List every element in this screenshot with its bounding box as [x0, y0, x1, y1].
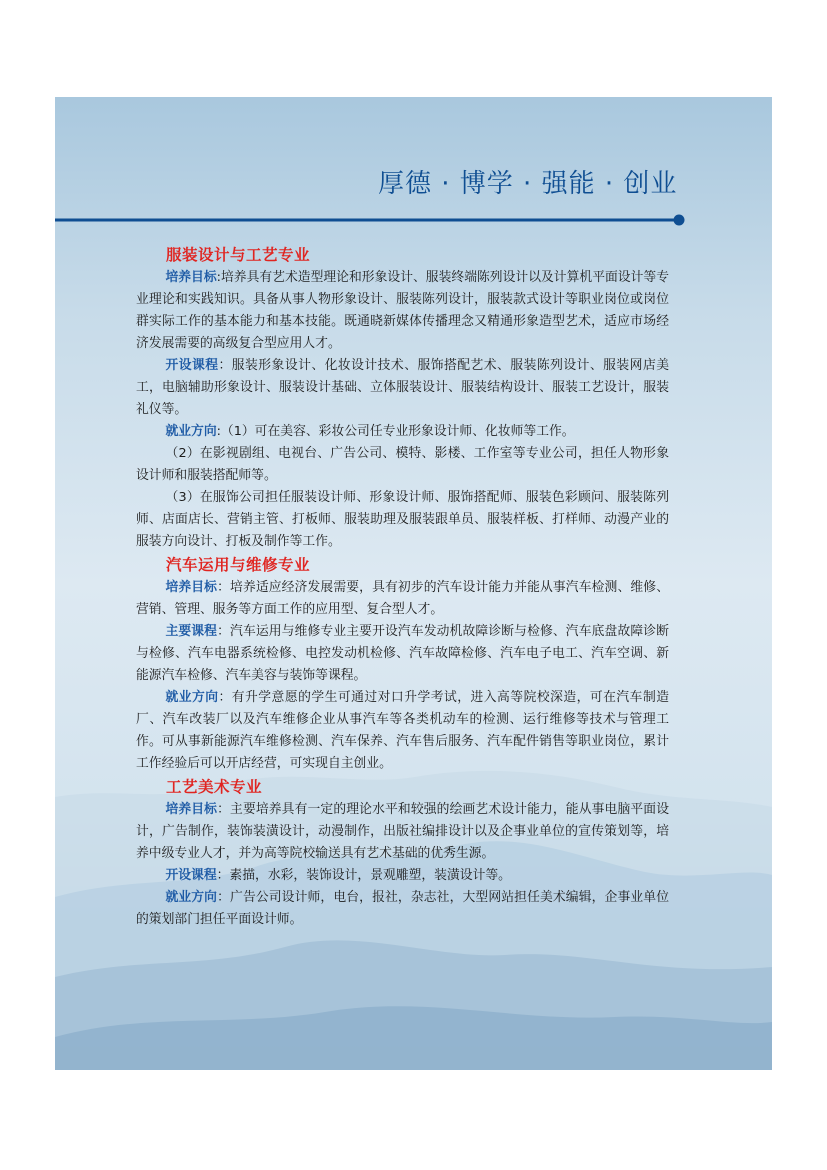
career-label: 就业方向: [165, 890, 218, 905]
section-arts-crafts: [136, 775, 669, 931]
goal-paragraph: [136, 799, 669, 865]
goal-label: 培养目标: [165, 270, 217, 285]
course-paragraph: [136, 621, 669, 687]
page-slogan: 厚德 · 博学 · 强能 · 创业: [378, 169, 678, 199]
career-paragraph: [136, 421, 669, 443]
career-paragraph: [136, 687, 669, 775]
goal-text: ：主要培养具有一定的理论水平和较强的绘画艺术设计能力，能从事电脑平面设计，广告制作，装饰装潢设计，动漫制作，出版社编排设计以及企事业单位的宣传策划等，培养中级专业人才，并为高等院校输送具有艺术基础的优秀生源。: [136, 802, 670, 861]
goal-text: ：培养适应经济发展需要，具有初步的汽车设计能力并能从事汽车检测、维修、营销、管理、服务等方面工作的应用型、复合型人才。: [136, 580, 670, 617]
section-title: 汽车运用与维修专业: [166, 556, 311, 574]
career-label: 就业方向: [165, 690, 219, 705]
career-paragraph-2: （2）在影视剧组、电视台、广告公司、模特、影楼、工作室等专业公司，担任人物形象设计师和服装搭配师等。: [136, 446, 669, 483]
goal-label: 培养目标: [165, 802, 218, 817]
course-text: ：素描，水彩，装饰设计，景观雕塑，装潢设计等。: [216, 868, 511, 883]
section-title: 工艺美术专业: [166, 778, 263, 796]
career-paragraph: [136, 887, 669, 931]
course-text: ：服装形象设计、化妆设计技术、服饰搭配艺术、服装陈列设计、服装网店美工，电脑辅助形象设计、服装设计基础、立体服装设计、服装结构设计、服装工艺设计，服装礼仪等。: [136, 358, 670, 417]
section-auto-repair: [136, 553, 669, 775]
goal-label: 培养目标: [165, 580, 218, 595]
section-fashion-design: [136, 243, 669, 553]
career-label: 就业方向: [165, 424, 217, 439]
section-title: 服装设计与工艺专业: [166, 246, 311, 264]
career-text: :（1）可在美容、彩妆公司任专业形象设计师、化妆师等工作。: [216, 424, 575, 439]
goal-text: :培养具有艺术造型理论和形象设计、服装终端陈列设计以及计算机平面设计等专业理论和实践知识。具备从事人物形象设计、服装陈列设计，服装款式设计等职业岗位或岗位群实际工作的基本能力和基本技能。既通晓新媒体传播理念又精通形象造型艺术，适应市场经济发展需要的高级复合型应用人才。: [136, 270, 670, 351]
goal-paragraph: [136, 267, 669, 355]
goal-paragraph: [136, 577, 669, 621]
course-label: 主要课程: [165, 624, 218, 639]
content-body: [136, 243, 669, 931]
career-text: ：广告公司设计师，电台，报社，杂志社，大型网站担任美术编辑，企事业单位的策划部门担任平面设计师。: [136, 890, 670, 927]
course-label: 开设课程: [165, 868, 217, 883]
career-paragraph-3: （3）在服饰公司担任服装设计师、形象设计师、服饰搭配师、服装色彩顾问、服装陈列师、店面店长、营销主管、打板师、服装助理及服装跟单员、服装样板、打样师、动漫产业的服装方向设计、打板及制作等工作。: [136, 490, 669, 549]
header-rule: [55, 210, 687, 230]
course-paragraph: [136, 355, 669, 421]
course-paragraph: [136, 865, 669, 887]
career-text: ：有升学意愿的学生可通过对口升学考试，进入高等院校深造，可在汽车制造厂、汽车改装厂以及汽车维修企业从事汽车等各类机动车的检测、运行维修等技术与管理工作。可从事新能源汽车维修检测、汽车保养、汽车售后服务、汽车配件销售等职业岗位，累计工作经验后可以开店经营，可实现自主创业。: [136, 690, 670, 771]
course-label: 开设课程: [165, 358, 219, 373]
course-text: ：汽车运用与维修专业主要开设汽车发动机故障诊断与检修、汽车底盘故障诊断与检修、汽车电器系统检修、电控发动机检修、汽车故障检修、汽车电子电工、汽车空调、新能源汽车检修、汽车美容与装饰等课程。: [136, 624, 670, 683]
